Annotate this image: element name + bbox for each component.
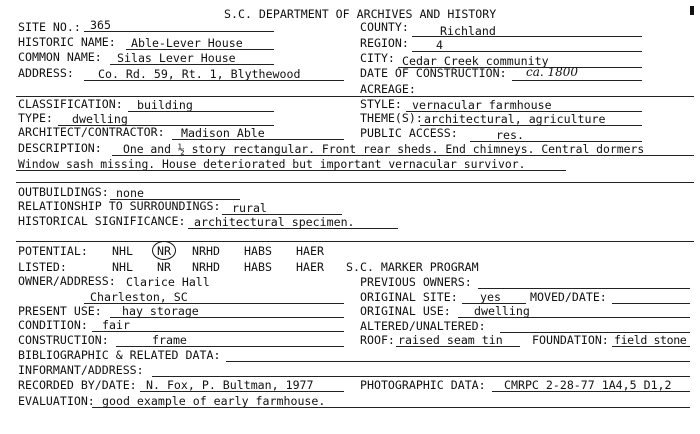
- public-access-label: PUBLIC ACCESS:: [360, 126, 458, 140]
- date-of-construction-value: ca. 1800: [526, 65, 579, 79]
- historic-name-value: Able-Lever House: [131, 36, 243, 50]
- bibliographic-line: [226, 361, 690, 362]
- potential-option-nrhd: NRHD: [192, 244, 220, 258]
- evaluation-label: EVALUATION:: [18, 394, 95, 408]
- listed-option-nrhd: NRHD: [192, 260, 220, 274]
- common-name-line: [110, 64, 274, 65]
- county-line: [412, 36, 642, 37]
- roof-label: ROOF:: [360, 333, 395, 347]
- original-site-label: ORIGINAL SITE:: [360, 290, 458, 304]
- significance-label: HISTORICAL SIGNIFICANCE:: [18, 214, 186, 228]
- listed-option-nr: NR: [157, 260, 171, 274]
- moved-date-label: MOVED/DATE:: [530, 290, 607, 304]
- bibliographic-label: BIBLIOGRAPHIC & RELATED DATA:: [18, 348, 221, 362]
- listed-option-nhl: NHL: [112, 260, 133, 274]
- public-access-value: res.: [496, 128, 524, 142]
- condition-label: CONDITION:: [18, 318, 88, 332]
- foundation-label: FOUNDATION:: [532, 333, 609, 347]
- altered-label: ALTERED/UNALTERED:: [360, 319, 486, 333]
- original-use-value: dwelling: [474, 304, 530, 318]
- description-line-1: One and ½ story rectangular. Front rear sheds. End chimneys. Central dormers: [123, 142, 645, 156]
- owner-value: Clarice Hall: [126, 275, 210, 289]
- roof-line: [396, 346, 520, 347]
- owner-label: OWNER/ADDRESS:: [18, 274, 116, 288]
- site-no-value: 365: [90, 18, 111, 32]
- evaluation-value: good example of early farmhouse.: [102, 394, 326, 408]
- moved-date-line: [612, 303, 690, 304]
- classification-line: [128, 111, 274, 112]
- description-underline-1: [112, 155, 694, 156]
- style-value: vernacular farmhouse: [412, 98, 552, 112]
- original-use-line: [458, 317, 690, 318]
- address-line: [84, 80, 344, 81]
- relationship-label: RELATIONSHIP TO SURROUNDINGS:: [18, 199, 221, 213]
- theme-label: THEME(S):: [360, 111, 423, 125]
- potential-option-haer: HAER: [296, 244, 324, 258]
- description-label: DESCRIPTION:: [18, 141, 102, 155]
- listed-option-haer: HAER: [296, 260, 324, 274]
- significance-value: architectural specimen.: [194, 215, 355, 229]
- foundation-value: field stone: [614, 333, 687, 347]
- historic-name-label: HISTORIC NAME:: [18, 35, 116, 49]
- classification-value: building: [137, 98, 193, 112]
- recorded-value: N. Fox, P. Bultman, 1977: [146, 378, 314, 392]
- previous-owners-label: PREVIOUS OWNERS:: [360, 275, 472, 289]
- roof-value: raised seam tin: [398, 333, 503, 347]
- historic-name-line: [126, 49, 274, 50]
- foundation-line: [612, 346, 690, 347]
- classification-label: CLASSIFICATION:: [18, 97, 123, 111]
- original-use-label: ORIGINAL USE:: [360, 304, 451, 318]
- address-label: ADDRESS:: [18, 66, 74, 80]
- potential-label: POTENTIAL:: [18, 244, 88, 258]
- section-divider-2: [16, 182, 694, 183]
- type-label: TYPE:: [18, 111, 53, 125]
- relationship-value: rural: [232, 201, 267, 215]
- architect-value: Madison Able: [181, 126, 265, 140]
- page-title: S.C. DEPARTMENT OF ARCHIVES AND HISTORY: [224, 7, 497, 21]
- present-use-label: PRESENT USE:: [18, 304, 102, 318]
- city-value: Cedar Creek community: [402, 54, 549, 68]
- description-line-2: Window sash missing. House deteriorated but important vernacular survivor.: [18, 157, 526, 171]
- outbuildings-label: OUTBUILDINGS:: [18, 185, 109, 199]
- condition-line: [92, 331, 344, 332]
- present-use-line: [110, 317, 344, 318]
- potential-option-nr: NR: [157, 244, 171, 258]
- recorded-label: RECORDED BY/DATE:: [18, 378, 137, 392]
- edge-mark: [690, 6, 694, 15]
- listed-option-habs: HABS: [244, 260, 272, 274]
- informant-line: [152, 376, 690, 377]
- date-of-construction-line: [512, 80, 642, 81]
- type-value: dwelling: [72, 112, 128, 126]
- region-line: [412, 51, 642, 52]
- architect-line: [172, 139, 344, 140]
- region-value: 4: [436, 38, 443, 52]
- original-site-value: yes: [480, 290, 501, 304]
- previous-owners-line: [478, 288, 690, 289]
- county-label: COUNTY:: [360, 20, 409, 34]
- construction-value: frame: [152, 333, 187, 347]
- construction-label: CONSTRUCTION:: [18, 333, 109, 347]
- address-value: Co. Rd. 59, Rt. 1, Blythewood: [98, 67, 301, 81]
- photographic-line: [492, 391, 690, 392]
- recorded-line: [140, 391, 344, 392]
- informant-label: INFORMANT/ADDRESS:: [18, 363, 144, 377]
- common-name-label: COMMON NAME:: [18, 50, 102, 64]
- marker-program-label: S.C. MARKER PROGRAM: [346, 260, 479, 274]
- style-label: STYLE:: [360, 97, 402, 111]
- date-of-construction-label: DATE OF CONSTRUCTION:: [360, 66, 507, 80]
- site-no-label: SITE NO.:: [18, 20, 81, 34]
- site-no-line: [84, 31, 274, 32]
- common-name-value: Silas Lever House: [117, 51, 236, 65]
- acreage-label: ACREAGE:: [360, 82, 416, 96]
- potential-option-habs: HABS: [244, 244, 272, 258]
- outbuildings-value: none: [116, 186, 144, 200]
- significance-line: [188, 228, 398, 229]
- photographic-value: CMRPC 2-28-77 1A4,5 D1,2: [504, 378, 672, 392]
- county-value: Richland: [440, 24, 496, 38]
- architect-label: ARCHITECT/CONTRACTOR:: [18, 125, 165, 139]
- evaluation-line: [92, 407, 690, 408]
- owner-value-line-2: Charleston, SC: [90, 290, 188, 304]
- region-label: REGION:: [360, 36, 409, 50]
- listed-label: LISTED:: [18, 260, 67, 274]
- potential-option-nhl: NHL: [112, 244, 133, 258]
- photographic-label: PHOTOGRAPHIC DATA:: [360, 378, 486, 392]
- city-label: CITY:: [360, 51, 395, 65]
- theme-value: architectural, agriculture: [424, 112, 606, 126]
- description-underline-2: [16, 170, 566, 171]
- selected-circle-mark: [152, 241, 176, 260]
- construction-line: [116, 346, 344, 347]
- condition-value: fair: [102, 318, 130, 332]
- section-divider-3: [16, 241, 694, 242]
- present-use-value: hay storage: [122, 304, 199, 318]
